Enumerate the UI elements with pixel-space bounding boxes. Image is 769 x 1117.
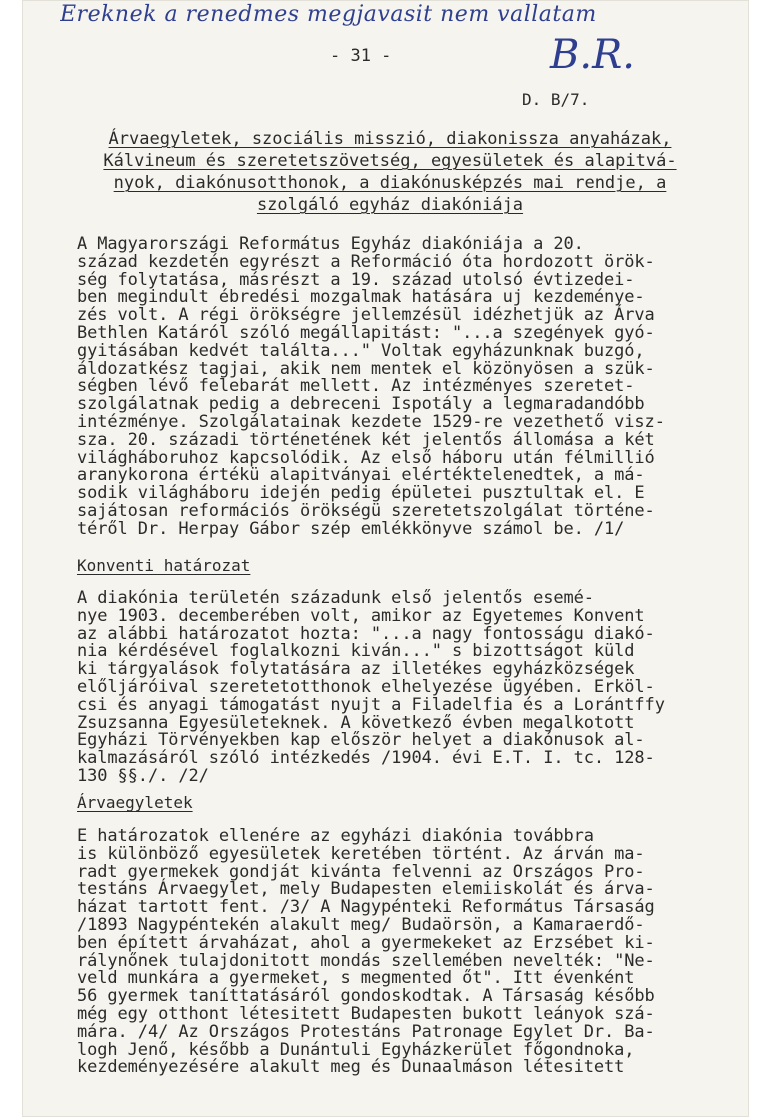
title-line: Kálvineum és szeretetszövetség, egyesületek és alapitvá-	[103, 151, 677, 171]
document-reference: D. B/7.	[522, 90, 590, 109]
title-line: szolgáló egyház diakóniája	[256, 195, 524, 215]
page-number: - 31 -	[330, 46, 392, 66]
document-title	[70, 128, 710, 216]
title-line: nyok, diakónusotthonok, a diakónusképzés mai rendje, a	[113, 173, 667, 193]
konventi-paragraph: A diakónia területén századunk első jelentős esemé- nye 1903. decemberében volt, amikor az Egyetemes Konvent az alábbi határozatot hozta: "...a nagy fontosságu diakó- nia kérdésével foglalkozni kiván..." s bizottságot küld ki tárgyalások folytatására az illetékes egyházközségek előljáróival szeretetotthonok elhelyezése ügyében. Erköl- csi és anyagi támogatást nyujt a Filadelfia és a Lorántffy Zsuzsanna Egyesületeknek. A következő évben megalkotott Egyházi Törvényekben kap először helyet a diakónusok al- kalmazásáról szóló intézkedés /1904. évi E.T. I. tc. 128- 130 §§./. /2/	[77, 588, 665, 786]
section-heading-konventi: Konventi határozat	[77, 556, 251, 575]
intro-paragraph: A Magyarországi Református Egyház diakóniája a 20. század kezdetén egyrészt a Reformáció óta hordozott örök- ség folytatása, másrészt a 19. század utolsó évtizedei- ben megindult ébredési mozgalmak hatására uj kezdeménye- zés volt. A régi örökségre jellemzésül idézhetjük az Árva Bethlen Katáról szóló megállapitást: "...a szegények gyó- gyitásában kedvét találta..." Voltak egyházunknak buzgó, áldozatkész tagjai, akik nem mentek el közönyösen a szük- ségben lévő felebarát mellett. Az intézményes szeretet- szolgálatnak pedig a debreceni Ispotály a legmaradandóbb intézménye. Szolgálatainak kezdete 1529-re vezethető visz- sza. 20. századi történetének két jelentős állomása a két világháboruhoz kapcsolódik. Az első háboru után félmillió aranykorona értékü alapitványai elértéktelenedtek, a má- sodik világháboru idején pedig épületei pusztultak el. E sajátosan reformációs örökségü szeretetszolgálat történe- téről Dr. Herpay Gábor szép emlékkönyve számol be. /1/	[77, 234, 665, 539]
title-line: Árvaegyletek, szociális misszió, diakonissza anyaházak,	[108, 129, 672, 149]
section-heading-arvaegyletek: Árvaegyletek	[77, 793, 193, 812]
handwritten-annotation: Ereknek a renedmes megjavasit nem vallatam	[60, 2, 597, 27]
handwritten-initials: B.R.	[550, 32, 635, 78]
arvaegyletek-paragraph: E határozatok ellenére az egyházi diakónia továbbra is különböző egyesületek keretében történt. Az árván ma- radt gyermekek gondját kivánta felvenni az Országos Pro- testáns Árvaegylet, mely Budapesten elemiiskolát és árva- házat tartott fent. /3/ A Nagypénteki Református Társaság /1893 Nagypéntekén alakult meg/ Budaörsön, a Kamaraerdő- ben épített árvaházat, ahol a gyermekeket az Erzsébet ki- rálynőnek tulajdonitott mondás szellemében nevelték: "Ne- veld munkára a gyermeket, s megmented őt". Itt évenként 56 gyermek taníttatásáról gondoskodtak. A Társaság később még egy otthont létesitett Budapesten bukott leányok szá- mára. /4/ Az Országos Protestáns Patronage Egylet Dr. Ba- logh Jenő, később a Dunántuli Egyházkerület főgondnoka, kezdeményezésére alakult meg és Dunaalmáson létesitett	[77, 826, 655, 1078]
